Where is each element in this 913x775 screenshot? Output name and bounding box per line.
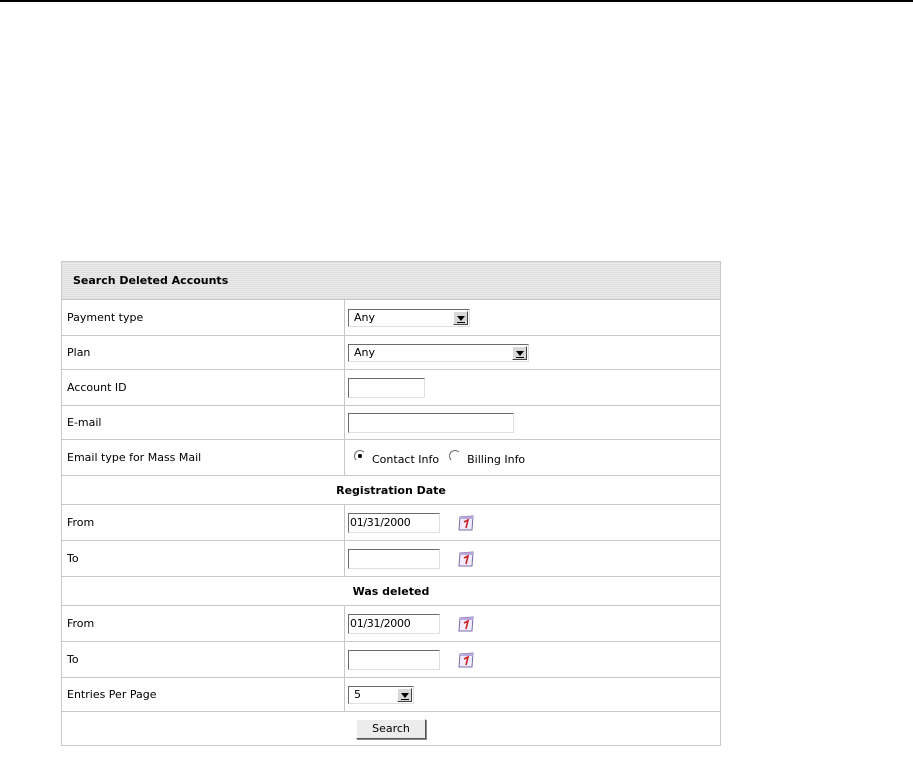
email-type-row xyxy=(62,440,720,476)
registration-to-label: To xyxy=(62,541,345,576)
deleted-from-label: From xyxy=(62,606,345,641)
top-divider xyxy=(0,0,913,2)
account-id-label: Account ID xyxy=(62,370,345,405)
billing-info-radio[interactable] xyxy=(449,450,461,462)
chevron-down-icon[interactable] xyxy=(453,311,468,325)
contact-info-radio[interactable] xyxy=(354,450,366,462)
deleted-from-row xyxy=(62,606,720,642)
email-input[interactable] xyxy=(348,413,514,433)
calendar-icon[interactable] xyxy=(457,550,475,568)
registration-from-row xyxy=(62,505,720,541)
billing-info-label: Billing Info xyxy=(467,453,526,466)
registration-to-row xyxy=(62,541,720,577)
search-button[interactable]: Search xyxy=(356,719,426,739)
entries-per-page-row xyxy=(62,678,720,712)
entries-per-page-label: Entries Per Page xyxy=(62,678,345,711)
email-type-radio-group xyxy=(348,449,535,466)
account-id-input[interactable] xyxy=(348,378,425,398)
registration-from-label: From xyxy=(62,505,345,540)
email-type-label: Email type for Mass Mail xyxy=(62,440,345,475)
plan-selected-value: Any xyxy=(354,345,376,359)
deleted-to-label: To xyxy=(62,642,345,677)
calendar-icon[interactable] xyxy=(457,651,475,669)
plan-label: Plan xyxy=(62,336,345,369)
email-label: E-mail xyxy=(62,406,345,439)
entries-per-page-selected-value: 5 xyxy=(354,687,361,701)
panel-title: Search Deleted Accounts xyxy=(62,262,720,300)
chevron-down-icon[interactable] xyxy=(397,688,412,702)
search-button-row xyxy=(62,712,720,745)
contact-info-label: Contact Info xyxy=(372,453,440,466)
chevron-down-icon[interactable] xyxy=(512,346,527,360)
search-deleted-accounts-panel xyxy=(61,261,721,746)
registration-date-heading: Registration Date xyxy=(62,476,720,505)
payment-type-label: Payment type xyxy=(62,300,345,335)
account-id-row xyxy=(62,370,720,406)
deleted-from-input[interactable] xyxy=(348,614,440,634)
payment-type-selected-value: Any xyxy=(354,310,376,324)
deleted-to-input[interactable] xyxy=(348,650,440,670)
plan-row xyxy=(62,336,720,370)
plan-select[interactable] xyxy=(348,344,529,362)
email-row xyxy=(62,406,720,440)
calendar-icon[interactable] xyxy=(457,514,475,532)
registration-to-input[interactable] xyxy=(348,549,440,569)
payment-type-select[interactable] xyxy=(348,309,470,327)
entries-per-page-select[interactable] xyxy=(348,686,414,704)
was-deleted-heading: Was deleted xyxy=(62,577,720,606)
deleted-to-row xyxy=(62,642,720,678)
payment-type-row xyxy=(62,300,720,336)
calendar-icon[interactable] xyxy=(457,615,475,633)
registration-from-input[interactable] xyxy=(348,513,440,533)
